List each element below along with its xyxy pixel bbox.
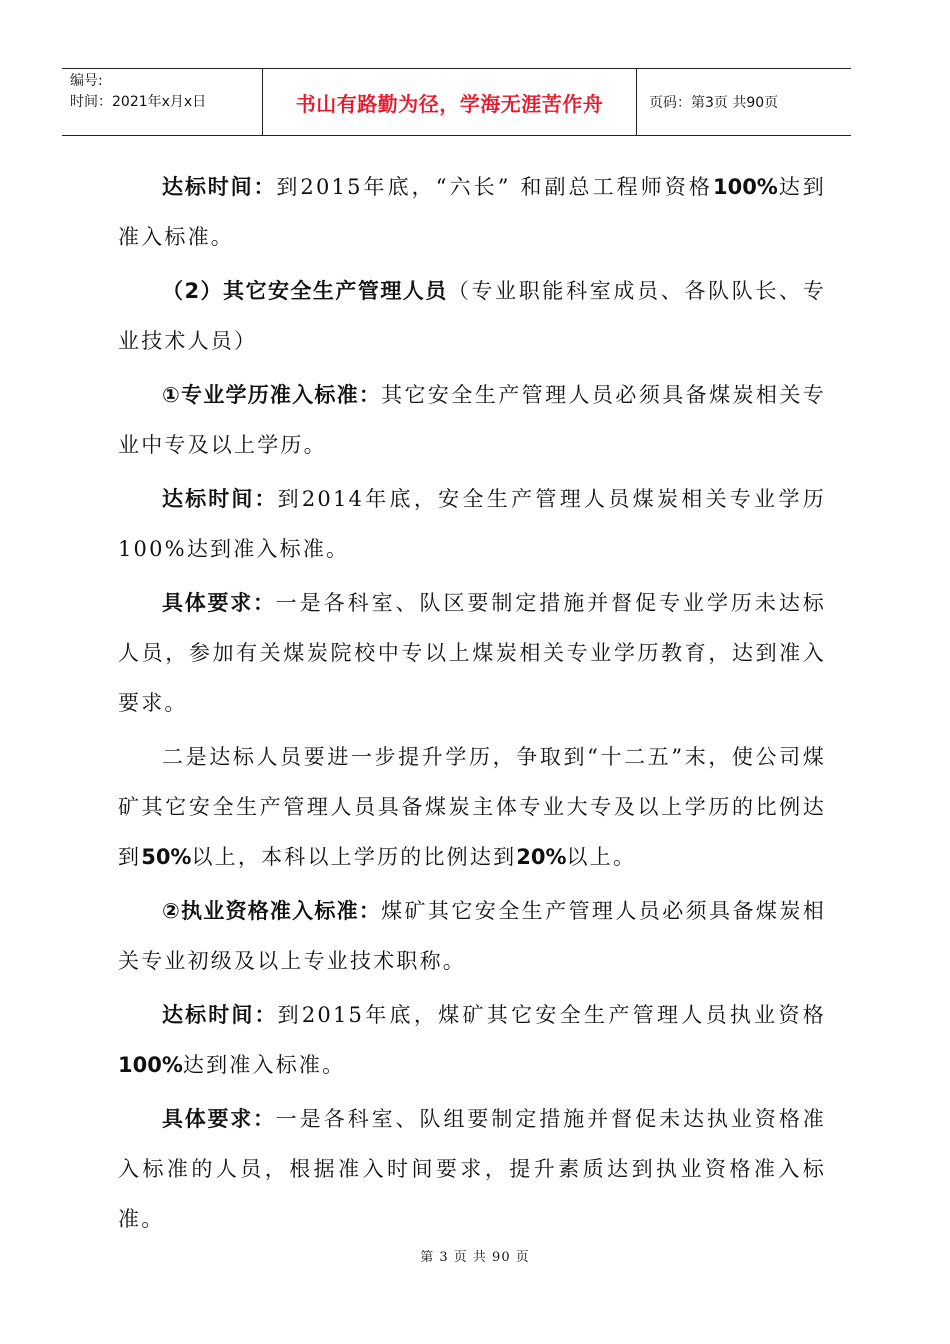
paragraph-label: ②执业资格准入标准： [162, 899, 382, 923]
header-page-info: 页码：第3页 共90页 [649, 95, 779, 111]
document-number-label: 编号: [70, 73, 103, 89]
paragraph: 具体要求：一是各科室、队组要制定措施并督促未达执业资格准入标准的人员，根据准入时间要求，提升素质达到执业资格准入标准。 [118, 1107, 826, 1231]
header-motto-cell [263, 69, 637, 135]
paragraph-label: 达标时间： [162, 487, 278, 511]
paragraph: ①专业学历准入标准：其它安全生产管理人员必须具备煤炭相关专业中专及以上学历。 [118, 383, 826, 457]
document-header [62, 68, 851, 136]
header-page-cell [637, 69, 851, 135]
page-footer: 第 3 页 共 90 页 [420, 1250, 530, 1265]
paragraph: 二是达标人员要进一步提升学历，争取到“十二五”末，使公司煤矿其它安全生产管理人员具备煤炭主体专业大专及以上学历的比例达到50%以上，本科以上学历的比例达到20%以上。 [118, 745, 826, 869]
paragraph-label: 具体要求： [162, 1107, 276, 1131]
document-body [118, 162, 826, 1244]
header-motto: 书山有路勤为径，学海无涯苦作舟 [295, 91, 604, 116]
document-time: 时间：2021年x月x日 [70, 94, 207, 110]
paragraph: 达标时间：到2015年底，煤矿其它安全生产管理人员执业资格100%达到准入标准。 [118, 1003, 827, 1077]
paragraph: ②执业资格准入标准：煤矿其它安全生产管理人员必须具备煤炭相关专业初级及以上专业技术职称。 [118, 899, 826, 973]
section-heading: （2）其它安全生产管理人员 [162, 279, 448, 303]
paragraph: 具体要求：一是各科室、队区要制定措施并督促专业学历未达标人员，参加有关煤炭院校中专以上煤炭相关专业学历教育，达到准入要求。 [118, 591, 826, 715]
section-heading-paragraph: （2）其它安全生产管理人员（专业职能科室成员、各队队长、专业技术人员） [118, 279, 826, 353]
header-meta-cell [62, 69, 263, 135]
paragraph-label: 具体要求： [162, 591, 276, 615]
paragraph: 达标时间：到2015年底，“六长” 和副总工程师资格100%达到准入标准。 [118, 175, 827, 249]
paragraph-label: 达标时间： [162, 1003, 278, 1027]
paragraph-label: 达标时间： [162, 175, 277, 199]
paragraph-label: ①专业学历准入标准： [162, 383, 382, 407]
paragraph: 达标时间：到2014年底，安全生产管理人员煤炭相关专业学历100%达到准入标准。 [118, 487, 827, 561]
